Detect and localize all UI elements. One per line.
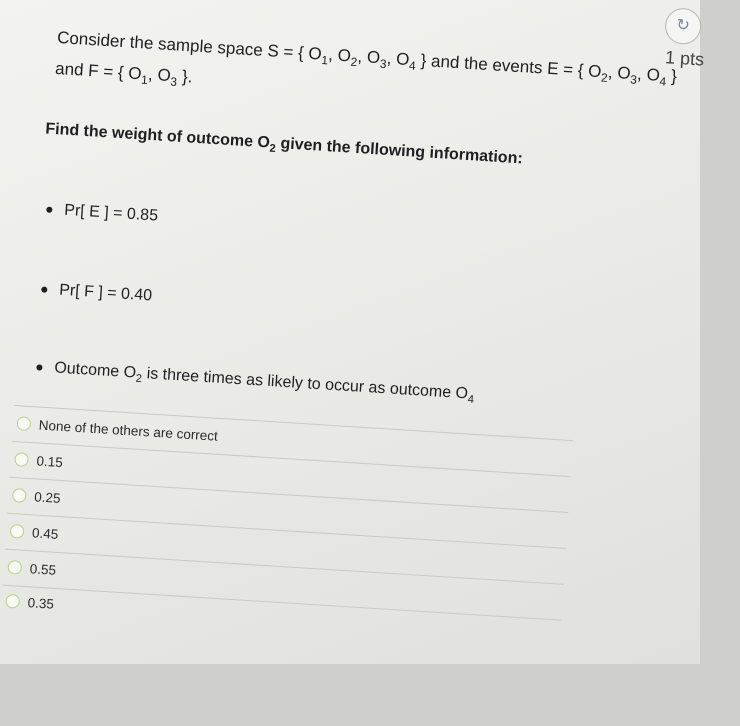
divider	[5, 549, 564, 585]
radio-button[interactable]	[10, 524, 25, 539]
radio-button[interactable]	[5, 594, 20, 609]
answer-option[interactable]: 0.45	[10, 523, 59, 542]
radio-button[interactable]	[16, 417, 31, 432]
question-prompt: Find the weight of outcome $O_2$ given the following information:	[44, 120, 524, 168]
radio-button[interactable]	[12, 488, 27, 503]
divider	[3, 585, 562, 621]
answer-option[interactable]: 0.35	[5, 593, 54, 612]
bullet-dot	[46, 206, 52, 212]
divider	[12, 441, 571, 477]
answer-option[interactable]: 0.25	[12, 487, 61, 506]
answer-option[interactable]: None of the others are correct	[16, 415, 218, 444]
bullet-dot	[41, 286, 47, 292]
radio-button[interactable]	[14, 453, 29, 468]
question-statement: Consider the sample space S = { $O_1$, $O_2$, $O_3$, $O_4$ } and the events E = { $O_2$, $O_3$, $O_4$ } and F = { $O_1$, $O_3$ }.	[54, 27, 678, 90]
info-bullet-pr-e: Pr[ E ] = 0.85	[46, 201, 159, 226]
radio-button[interactable]	[7, 560, 22, 575]
divider	[7, 513, 566, 549]
answer-option[interactable]: 0.15	[14, 451, 63, 470]
refresh-icon[interactable]: ↻	[664, 7, 702, 45]
info-bullet-pr-f: Pr[ F ] = 0.40	[41, 280, 153, 305]
answer-option[interactable]: 0.55	[7, 559, 56, 578]
divider	[9, 477, 568, 513]
bullet-dot	[36, 364, 42, 370]
points-label: 1 pts	[664, 47, 705, 70]
info-bullet-ratio: Outcome $O_2$ is three times as likely to occur as outcome $O_4$	[36, 358, 475, 406]
